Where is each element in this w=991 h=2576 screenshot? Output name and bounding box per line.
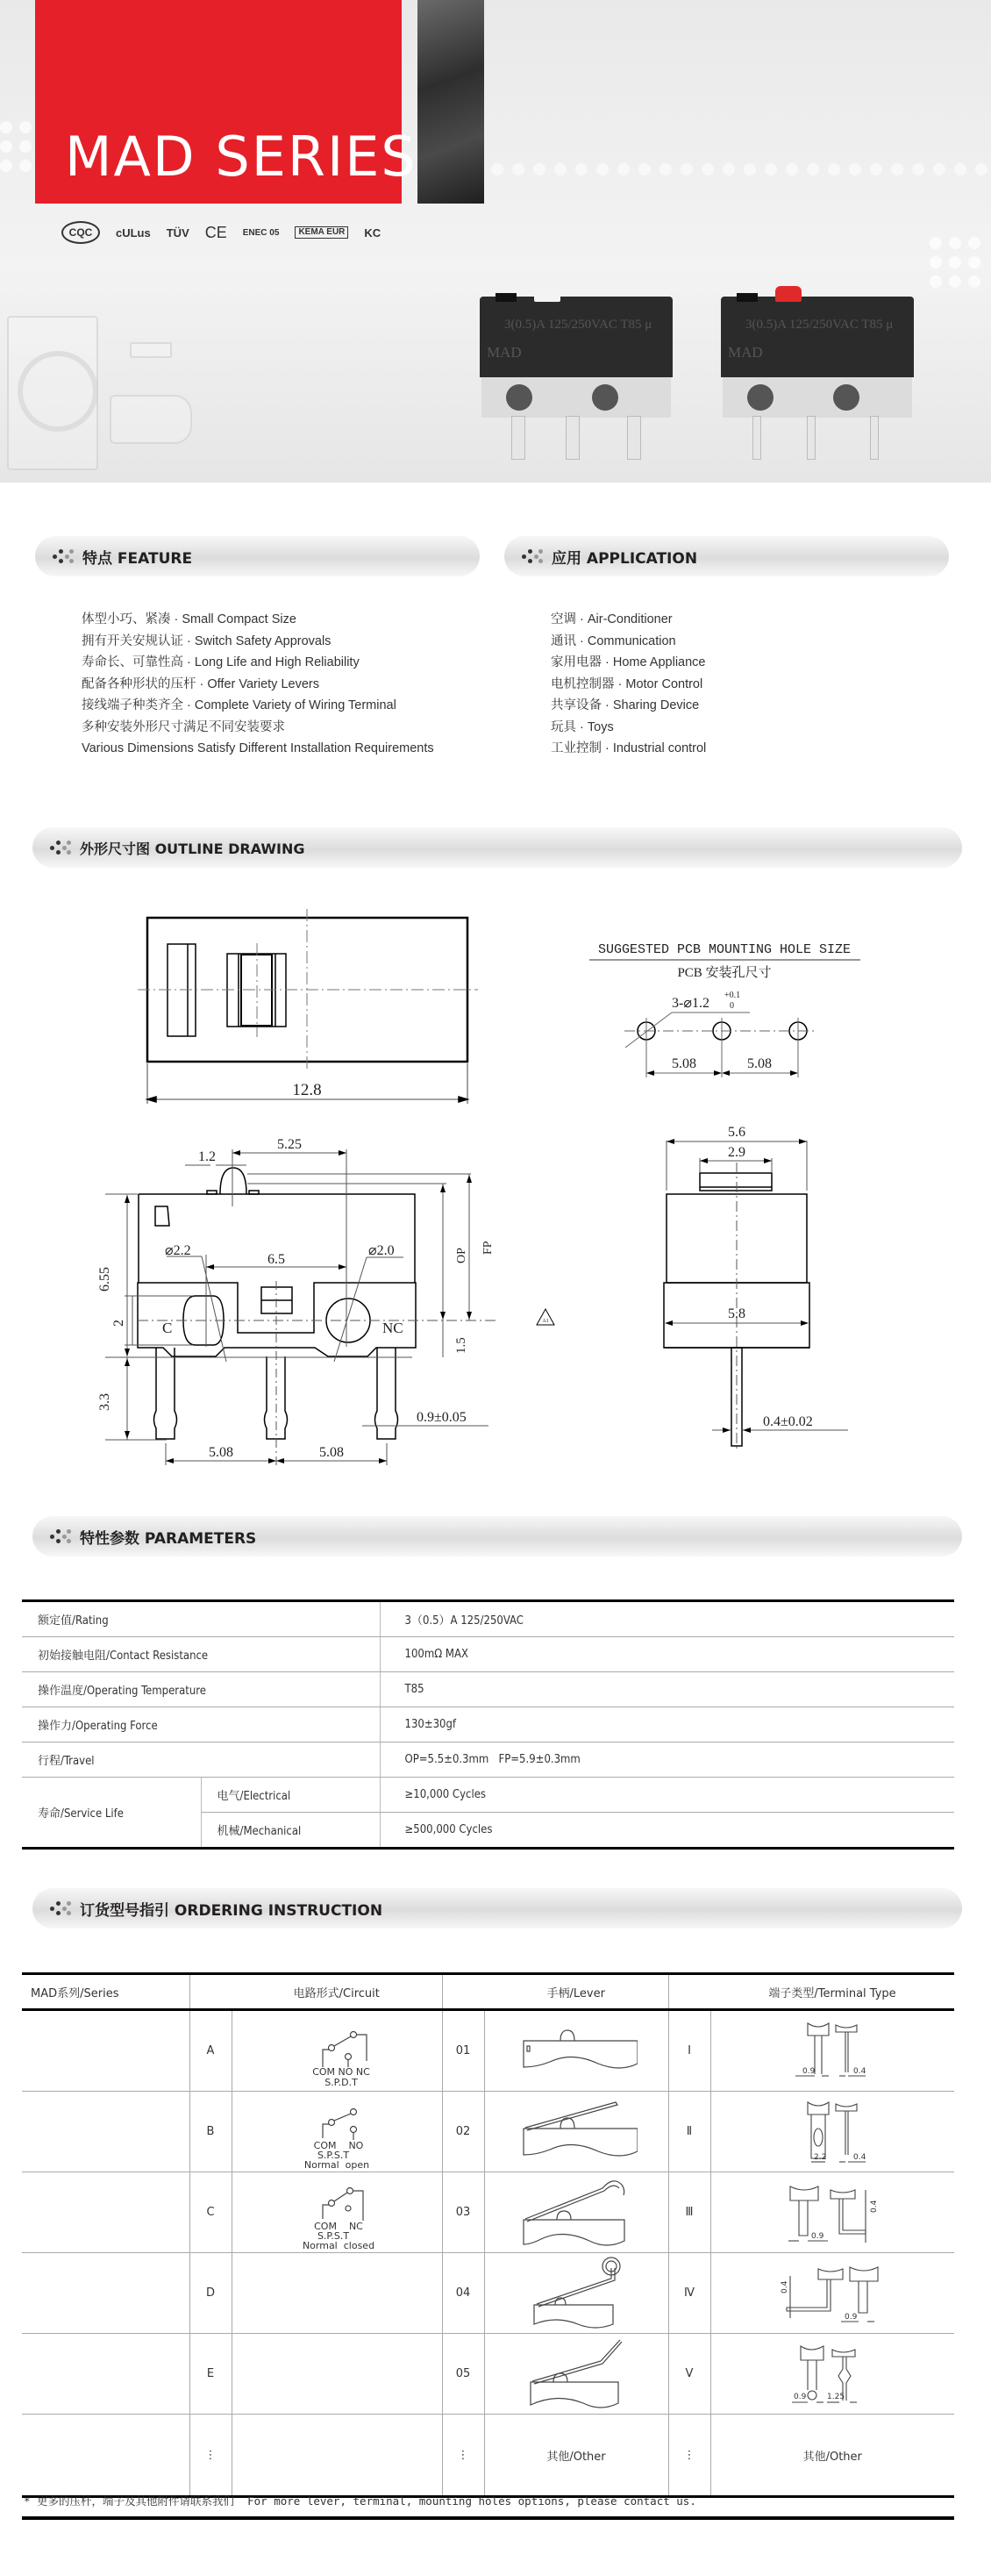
- dim-pin-length: 3.3: [97, 1393, 112, 1411]
- section-title: 订货型号指引 ORDERING INSTRUCTION: [80, 1901, 383, 1920]
- tuv-logo: TÜV: [166, 225, 189, 240]
- terminal-diagram: [710, 2092, 954, 2172]
- section-header-ordering: [32, 1888, 962, 1928]
- terminal-code: Ⅴ: [668, 2334, 710, 2415]
- application-item: 工业控制 · Industrial control: [551, 741, 707, 755]
- header-lever: 手柄/Lever: [484, 1974, 668, 2010]
- ul-logo: cULus: [116, 225, 151, 240]
- terminal-label-nc: NC: [382, 1320, 403, 1336]
- terminal-dim: 0.9: [802, 2066, 816, 2076]
- terminal-dim: 0.9: [845, 2312, 858, 2322]
- top-view: [138, 909, 478, 1104]
- param-sublabel: 电气/Electrical: [201, 1778, 380, 1813]
- lever-hinge-icon: [515, 2099, 638, 2165]
- param-label: 行程/Travel: [22, 1742, 380, 1778]
- lever-roller-icon: [515, 2256, 638, 2331]
- header-terminal-code: [668, 1974, 710, 2010]
- circuit-diagram-spst-no: [232, 2092, 442, 2172]
- terminal-dim: 1.25: [827, 2392, 845, 2401]
- table-row: [22, 2334, 954, 2415]
- kema-logo: KEMA EUR: [295, 226, 348, 239]
- circuit-code: B: [189, 2092, 232, 2172]
- application-item: 电机控制器 · Motor Control: [551, 676, 703, 691]
- terminal-diagram: [710, 2334, 954, 2415]
- series-cell: [22, 2253, 189, 2334]
- feature-item: 多种安装外形尺寸满足不同安装要求: [82, 719, 285, 734]
- datum-label: A1: [542, 1319, 549, 1324]
- pcb-pitch: 5.08: [672, 1056, 696, 1071]
- circuit-diagram-spst-nc: [232, 2172, 442, 2253]
- terminal-type-icon: [762, 2018, 902, 2085]
- product-model: MAD: [487, 344, 522, 361]
- header-series: MAD系列/Series: [22, 1974, 189, 2010]
- lever-code: 01: [442, 2010, 484, 2092]
- param-value: OP=5.5±0.3mm FP=5.9±0.3mm: [380, 1742, 954, 1778]
- pcb-title-en: SUGGESTED PCB MOUNTING HOLE SIZE: [597, 942, 852, 957]
- circuit-cell: [232, 2253, 442, 2334]
- feature-item: 体型小巧、紧凑 · Small Compact Size: [82, 612, 296, 626]
- header-lever-code: [442, 1974, 484, 2010]
- dim-pin-pitch: 5.08: [209, 1445, 233, 1460]
- application-item: 空调 · Air-Conditioner: [551, 612, 673, 626]
- footnote: [22, 2485, 954, 2520]
- pcb-tol-upper: +0.1: [724, 991, 741, 1000]
- circuit-terminals: COM NC: [314, 2220, 363, 2232]
- terminal-type-icon: [762, 2258, 902, 2329]
- dots-icon: [50, 841, 71, 855]
- terminal-code: Ⅲ: [668, 2172, 710, 2253]
- terminal-type-icon: [762, 2339, 902, 2409]
- dim-pin-thickness: 0.4±0.02: [763, 1414, 813, 1429]
- lever-diagram: [484, 2010, 668, 2092]
- decor-dots: [0, 121, 32, 172]
- table-row: [22, 1637, 954, 1672]
- table-row: [22, 1778, 954, 1813]
- section-header-feature: [35, 536, 480, 576]
- param-value: 100mΩ MAX: [380, 1637, 954, 1672]
- header-terminal: 端子类型/Terminal Type: [710, 1974, 954, 2010]
- lever-code: 05: [442, 2334, 484, 2415]
- param-value: ≥10,000 Cycles: [380, 1778, 954, 1813]
- label-op: OP: [455, 1248, 468, 1263]
- circuit-note: Normal closed: [302, 2239, 375, 2250]
- param-label: 额定值/Rating: [22, 1601, 380, 1637]
- feature-item: 配备各种形状的压杆 · Offer Variety Levers: [82, 676, 319, 691]
- dim-hole-height: 2: [111, 1320, 126, 1327]
- section-title: 应用 APPLICATION: [552, 549, 698, 568]
- terminal-diagram: [710, 2172, 954, 2253]
- terminal-code: Ⅳ: [668, 2253, 710, 2334]
- dim-hole-left: ⌀2.2: [165, 1243, 191, 1258]
- product-marking: 3(0.5)A 125/250VAC T85 μ: [745, 318, 894, 332]
- circuit-diagram-spdt: [232, 2010, 442, 2092]
- param-value: T85: [380, 1672, 954, 1707]
- table-row: [22, 1672, 954, 1707]
- terminal-code: ⋮: [668, 2415, 710, 2497]
- terminal-diagram: [710, 2010, 954, 2092]
- dim-side-width: 5.6: [728, 1125, 745, 1140]
- dim-pin-pitch: 5.08: [319, 1445, 344, 1460]
- terminal-code: Ⅰ: [668, 2010, 710, 2092]
- dots-icon: [50, 1901, 71, 1915]
- circuit-code: A: [189, 2010, 232, 2092]
- dots-icon: [50, 1529, 71, 1543]
- section-title: 特性参数 PARAMETERS: [80, 1529, 257, 1548]
- terminal-diagram: [710, 2253, 954, 2334]
- table-row: [22, 1601, 954, 1637]
- dots-icon: [522, 549, 543, 563]
- terminal-dim: 2.2: [814, 2152, 827, 2162]
- terminal-type-icon: [762, 2097, 902, 2167]
- pcb-pitch: 5.08: [747, 1056, 772, 1071]
- product-model: MAD: [728, 344, 763, 361]
- lever-other: 其他/Other: [484, 2415, 668, 2497]
- circuit-code: C: [189, 2172, 232, 2253]
- product-image-red-plunger: [721, 297, 914, 463]
- application-item: 玩具 · Toys: [551, 719, 614, 734]
- series-title: MAD SERIES: [65, 125, 417, 189]
- kc-logo: KC: [364, 225, 381, 240]
- circuit-type: S.P.S.T: [317, 2229, 350, 2242]
- pcb-tol-lower: 0: [730, 1001, 734, 1011]
- certification-logos: [61, 221, 381, 244]
- table-row: [22, 2253, 954, 2334]
- lever-code: 04: [442, 2253, 484, 2334]
- lever-diagram: [484, 2253, 668, 2334]
- hero-banner: [0, 0, 991, 483]
- dim-height: 6.55: [97, 1267, 112, 1292]
- series-cell: [22, 2334, 189, 2415]
- terminal-dim: 0.9: [811, 2231, 824, 2241]
- application-item: 共享设备 · Sharing Device: [551, 698, 700, 712]
- table-row: [22, 2172, 954, 2253]
- product-marking: 3(0.5)A 125/250VAC T85 μ: [504, 318, 652, 332]
- param-label: 操作温度/Operating Temperature: [22, 1672, 380, 1707]
- terminal-dim: 0.4: [781, 2280, 790, 2293]
- param-label: 寿命/Service Life: [22, 1778, 201, 1849]
- lever-code: 02: [442, 2092, 484, 2172]
- table-row: [22, 2092, 954, 2172]
- param-label: 初始接触电阻/Contact Resistance: [22, 1637, 380, 1672]
- param-label: 操作力/Operating Force: [22, 1707, 380, 1742]
- feature-item: Various Dimensions Satisfy Different Installation Requirements: [82, 741, 434, 755]
- side-view: [664, 1139, 848, 1452]
- table-row: [22, 1742, 954, 1778]
- circuit-code: ⋮: [189, 2415, 232, 2497]
- lever-code: 03: [442, 2172, 484, 2253]
- air-conditioner-image: [110, 395, 192, 444]
- dim-width: 12.8: [292, 1081, 322, 1099]
- pcb-hole-size: 3-⌀1.2: [672, 996, 709, 1011]
- terminal-dim: 0.4: [870, 2200, 880, 2213]
- ce-logo: CE: [204, 223, 227, 241]
- lever-bent-icon: [515, 2336, 638, 2412]
- param-value: 130±30gf: [380, 1707, 954, 1742]
- dim-hole-spacing: 6.5: [267, 1252, 285, 1267]
- front-view: [105, 1149, 554, 1465]
- terminal-other: 其他/Other: [710, 2415, 954, 2497]
- application-item: 通讯 · Communication: [551, 633, 676, 648]
- pcb-title-cn: PCB 安装孔尺寸: [677, 966, 772, 980]
- terminal-dim: 0.4: [853, 2066, 866, 2076]
- outline-drawing: [0, 877, 991, 1492]
- table-row: [22, 2010, 954, 2092]
- feature-list: [82, 609, 434, 760]
- terminal-dim: 0.9: [794, 2392, 807, 2401]
- circuit-note: Normal open: [303, 2158, 370, 2170]
- dots-icon: [53, 549, 74, 563]
- header-circuit-code: [189, 1974, 232, 2010]
- decor-dots: [491, 163, 991, 175]
- lever-diagram: [484, 2092, 668, 2172]
- param-value: 3（0.5）A 125/250VAC: [380, 1601, 954, 1637]
- series-cell: [22, 2172, 189, 2253]
- series-cell: [22, 2092, 189, 2172]
- circuit-type: S.P.S.T: [317, 2149, 350, 2161]
- parameters-table: [22, 1599, 954, 1850]
- footnote-text: * 更多的压杆，端子及其他附件请联系我们 For more lever, terminal, mounting holes options, please contact us.: [24, 2494, 696, 2508]
- dim-pin-width: 0.9±0.05: [417, 1410, 467, 1425]
- circuit-terminals: COM NO NC: [312, 2065, 370, 2078]
- router-image: [130, 342, 172, 358]
- circuit-diagram-icon: [284, 2014, 389, 2088]
- lever-code: ⋮: [442, 2415, 484, 2497]
- header-circuit: 电路形式/Circuit: [232, 1974, 442, 2010]
- dim-plunger: 1.2: [198, 1149, 216, 1164]
- terminal-dim: 0.4: [853, 2152, 866, 2162]
- enec-logo: ENEC 05: [242, 227, 280, 238]
- circuit-terminals: COM NO: [313, 2139, 364, 2151]
- product-image-white-plunger: [480, 297, 673, 463]
- dim-hole-right: ⌀2.0: [368, 1243, 395, 1258]
- param-value: ≥500,000 Cycles: [380, 1813, 954, 1849]
- lever-diagram: [484, 2334, 668, 2415]
- lever-pin-plunger-icon: [515, 2025, 638, 2078]
- feature-item: 寿命长、可靠性高 · Long Life and High Reliability: [82, 655, 360, 669]
- circuit-diagram-icon: [284, 2175, 389, 2250]
- washing-machine-image: [7, 316, 98, 470]
- dim-1-5: 1.5: [454, 1337, 468, 1354]
- application-list: [551, 609, 706, 760]
- terminal-type-icon: [762, 2178, 902, 2248]
- terminal-label-c: C: [162, 1320, 173, 1336]
- param-sublabel: 机械/Mechanical: [201, 1813, 380, 1849]
- section-header-application: [504, 536, 949, 576]
- application-item: 家用电器 · Home Appliance: [551, 655, 706, 669]
- cqc-logo: CQC: [61, 221, 100, 244]
- label-fp: FP: [481, 1241, 495, 1255]
- circuit-cell: [232, 2334, 442, 2415]
- circuit-code: E: [189, 2334, 232, 2415]
- table-row: [22, 1707, 954, 1742]
- circuit-code: D: [189, 2253, 232, 2334]
- circuit-diagram-icon: [284, 2094, 389, 2170]
- section-title: 特点 FEATURE: [82, 549, 193, 568]
- table-header-row: [22, 1974, 954, 2010]
- lever-hook-icon: [515, 2176, 638, 2250]
- ordering-table: [22, 1972, 954, 2498]
- feature-item: 接线端子种类齐全 · Complete Variety of Wiring Terminal: [82, 698, 396, 712]
- terminal-code: Ⅱ: [668, 2092, 710, 2172]
- section-header-parameters: [32, 1516, 962, 1556]
- dim-plunger-width: 2.9: [728, 1145, 745, 1160]
- section-title: 外形尺寸图 OUTLINE DRAWING: [80, 840, 305, 857]
- circuit-board-image: [417, 0, 484, 204]
- section-header-outline: [32, 827, 962, 868]
- circuit-type: S.P.D.T: [324, 2076, 358, 2088]
- lever-diagram: [484, 2172, 668, 2253]
- decor-dots: [930, 237, 980, 288]
- dim-plunger-offset: 5.25: [277, 1137, 302, 1152]
- series-cell: [22, 2010, 189, 2092]
- dim-base-width: 5.8: [728, 1306, 745, 1321]
- feature-item: 拥有开关安规认证 · Switch Safety Approvals: [82, 633, 332, 648]
